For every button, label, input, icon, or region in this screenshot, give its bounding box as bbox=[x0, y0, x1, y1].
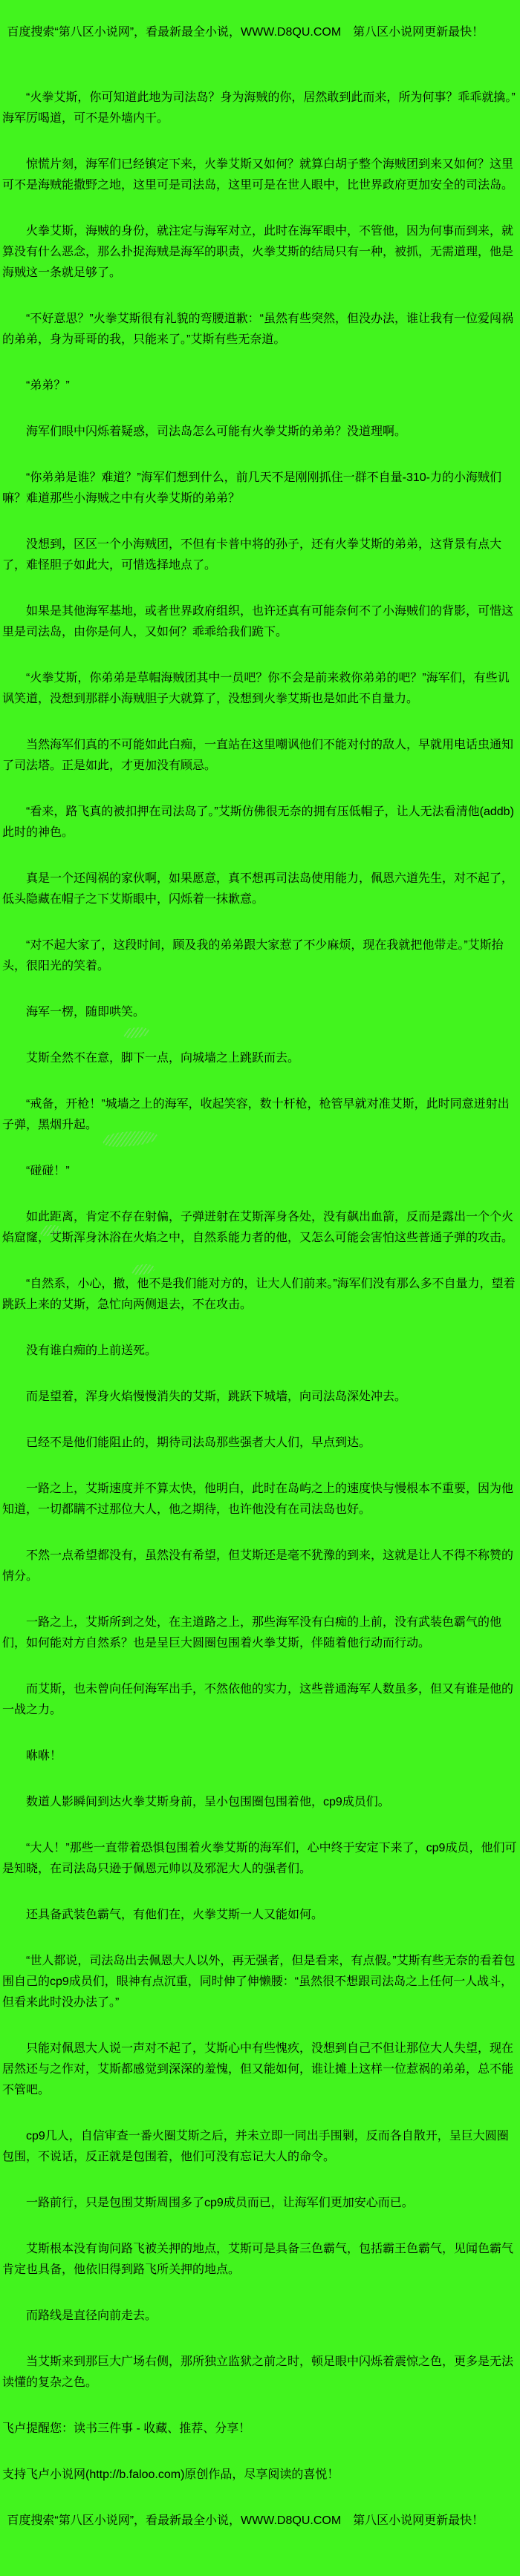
novel-paragraph: 而是望着，浑身火焰慢慢消失的艾斯，跳跃下城墙，向司法岛深处冲去。 bbox=[26, 1390, 407, 1403]
novel-paragraph: 当艾斯来到那巨大广场右侧，那所独立监狱之前之时，顿足眼中闪烁着震惊之色，更多是无法读懂的复杂之色。 bbox=[2, 2356, 514, 2389]
novel-paragraph: “碰碰！” bbox=[26, 1165, 70, 1177]
novel-paragraph: 惊慌片刻，海军们已经镇定下来，火拳艾斯又如何？就算白胡子整个海贼团到来又如何？这里可不是海贼能撒野之地，这里可是司法岛，这里可是在世人眼中，比世界政府更加安全的司法岛。 bbox=[2, 158, 514, 192]
reading-reminder: 飞卢提醒您：读书三件事 - 收藏、推荐、分享！ bbox=[2, 2422, 251, 2435]
novel-paragraph: cp9几人，自信审查一番火圈艾斯之后，并未立即一同出手围剿，反而各自散开，呈巨大圆圈包围，不说话，反正就是包围着，他们可没有忘记大人的命令。 bbox=[2, 2130, 509, 2163]
novel-paragraph: “火拳艾斯，你可知道此地为司法岛？身为海贼的你，居然敢到此而来，所为何事？乖乖就擒。”海军厉喝道，可不是外墙内干。 bbox=[2, 91, 516, 125]
novel-paragraph: 火拳艾斯，海贼的身份，就注定与海军对立，此时在海军眼中，不管他，因为何事而到来，就算没有什么恶念，那么扑捉海贼是海军的职责，火拳艾斯的结局只有一种，被抓，无需道理，他是海贼这一条就足够了。 bbox=[2, 225, 514, 279]
novel-paragraph: 一路前行，只是包围艾斯周围多了cp9成员而已，让海军们更加安心而已。 bbox=[26, 2197, 414, 2209]
novel-paragraph: “大人！”那些一直带着恐惧包围着火拳艾斯的海军们，心中终于安定下来了，cp9成员，他们可是知晓，在司法岛只逊于佩恩元帅以及邪泥大人的强者们。 bbox=[2, 1842, 517, 1875]
novel-paragraph: “弟弟？” bbox=[26, 379, 70, 392]
novel-paragraph: 还具备武装色霸气，有他们在，火拳艾斯一人又能如何。 bbox=[26, 1909, 324, 1921]
novel-paragraph: 艾斯全然不在意，脚下一点，向城墙之上跳跃而去。 bbox=[26, 1052, 300, 1065]
novel-paragraph: 真是一个还闯祸的家伙啊，如果愿意，真不想再司法岛使用能力，佩恩六道先生，对不起了，低头隐藏在帽子之下艾斯眼中，闪烁着一抹歉意。 bbox=[2, 872, 514, 906]
novel-paragraph: “不好意思？”火拳艾斯很有礼貌的弯腰道歉：“虽然有些突然，但没办法，谁让我有一位爱闯祸的弟弟，身为哥哥的我，只能来了。”艾斯有些无奈道。 bbox=[2, 313, 513, 346]
novel-paragraph: 一路之上，艾斯速度并不算太快，他明白，此时在岛屿之上的速度快与慢根本不重要，因为他知道，一切都瞒不过那位大人，他之期待，也许他没有在司法岛也好。 bbox=[2, 1482, 514, 1516]
novel-paragraph: “自然系，小心，撤，他不是我们能对方的，让大人们前来。”海军们没有那么多不自量力，望着跳跃上来的艾斯，急忙向两侧退去，不在攻击。 bbox=[2, 1278, 516, 1311]
novel-paragraph: 当然海军们真的不可能如此白痴，一直站在这里嘲讽他们不能对付的敌人，早就用电话虫通知了司法塔。正是如此，才更加没有顾忌。 bbox=[2, 739, 514, 772]
novel-paragraph: 已经不是他们能阻止的，期待司法岛那些强者大人们，早点到达。 bbox=[26, 1436, 371, 1449]
novel-paragraph: 艾斯根本没有询问路飞被关押的地点，艾斯可是具备三色霸气，包括霸王色霸气，见闻色霸气肯定也具备，他依旧得到路飞所关押的地点。 bbox=[2, 2243, 514, 2276]
novel-paragraph: 数道人影瞬间到达火拳艾斯身前，呈小包围圈包围着他，cp9成员们。 bbox=[26, 1796, 390, 1808]
novel-paragraph: 没有谁白痴的上前送死。 bbox=[26, 1344, 157, 1357]
faloo-support-line: 支持飞卢小说网(http://b.faloo.com)原创作品，尽享阅读的喜悦！ bbox=[2, 2468, 339, 2481]
site-promo-footer: 百度搜索“第八区小说网”，看最新最全小说，WWW.D8QU.COM 第八区小说网更新最快！ bbox=[7, 2514, 484, 2527]
novel-paragraph: “火拳艾斯，你弟弟是草帽海贼团其中一员吧？你不会是前来救你弟弟的吧？”海军们，有些讥讽笑道，没想到那群小海贼胆子大就算了，没想到火拳艾斯也是如此不自量力。 bbox=[2, 672, 510, 705]
novel-paragraph: 咻咻！ bbox=[26, 1750, 62, 1762]
novel-paragraph: 如果是其他海军基地，或者世界政府组织，也许还真有可能奈何不了小海贼们的背影，可惜这里是司法岛，由你是何人，又如何？乖乖给我们跪下。 bbox=[2, 605, 514, 638]
novel-paragraph: 没想到，区区一个小海贼团，不但有卡普中将的孙子，还有火拳艾斯的弟弟，这背景有点大了，难怪胆子如此大，可惜选择地点了。 bbox=[2, 538, 502, 572]
novel-paragraph: “戒备，开枪！”城墙之上的海军，收起笑容，数十杆枪，枪管早就对准艾斯，此时同意迸射出子弹，黑烟升起。 bbox=[2, 1098, 510, 1131]
novel-content bbox=[2, 88, 518, 2393]
novel-paragraph: 海军一楞，随即哄笑。 bbox=[26, 1006, 146, 1019]
novel-paragraph: 而艾斯，也未曾向任何海军出手，不然依他的实力，这些普通海军人数虽多，但又有谁是他的一战之力。 bbox=[2, 1683, 514, 1716]
novel-paragraph: “你弟弟是谁？难道？”海军们想到什么，前几天不是刚刚抓住一群不自量-310-力的小海贼们嘛？难道那些小海贼之中有火拳艾斯的弟弟？ bbox=[2, 471, 502, 505]
novel-paragraph: “看来，路飞真的被扣押在司法岛了。”艾斯仿佛很无奈的拥有压低帽子，让人无法看清他(addb)此时的神色。 bbox=[2, 805, 514, 839]
novel-paragraph: 不然一点希望都没有，虽然没有希望，但艾斯还是毫不犹豫的到来，这就是让人不得不称赞的情分。 bbox=[2, 1549, 514, 1583]
novel-paragraph: 如此距离，肯定不存在射偏，子弹迸射在艾斯浑身各处，没有飙出血箭，反而是露出一个个火焰窟窿，艾斯浑身沐浴在火焰之中，自然系能力者的他，又怎么可能会害怕这些普通子弹的攻击。 bbox=[2, 1211, 514, 1244]
novel-paragraph: “世人都说，司法岛出去佩恩大人以外，再无强者，但是看来，有点假。”艾斯有些无奈的看着包围自己的cp9成员们，眼神有点沉重，同时伸了伸懒腰：“虽然很不想跟司法岛之上任何一人战斗，但看来此时没办法了。” bbox=[2, 1955, 516, 2009]
novel-paragraph: 一路之上，艾斯所到之处，在主道路之上，那些海军没有白痴的上前，没有武装色霸气的他们，如何能对方自然系？也是呈巨大圆圈包围着火拳艾斯，伴随着他行动而行动。 bbox=[2, 1616, 502, 1650]
novel-paragraph: 只能对佩恩大人说一声对不起了，艾斯心中有些愧疚，没想到自己不但让那位大人失望，现在居然还与之作对，艾斯都感觉到深深的羞愧，但又能如何，谁让摊上这样一位惹祸的弟弟，总不能不管吧。 bbox=[2, 2042, 514, 2096]
novel-paragraph: 海军们眼中闪烁着疑惑，司法岛怎么可能有火拳艾斯的弟弟？没道理啊。 bbox=[26, 425, 407, 438]
site-promo-header: 百度搜索“第八区小说网”，看最新最全小说，WWW.D8QU.COM 第八区小说网更新最快！ bbox=[7, 26, 484, 39]
novel-paragraph: “对不起大家了，这段时间，顾及我的弟弟跟大家惹了不少麻烦，现在我就把他带走。”艾斯抬头，很阳光的笑着。 bbox=[2, 939, 504, 972]
novel-paragraph: 而路线是直径向前走去。 bbox=[26, 2309, 157, 2322]
